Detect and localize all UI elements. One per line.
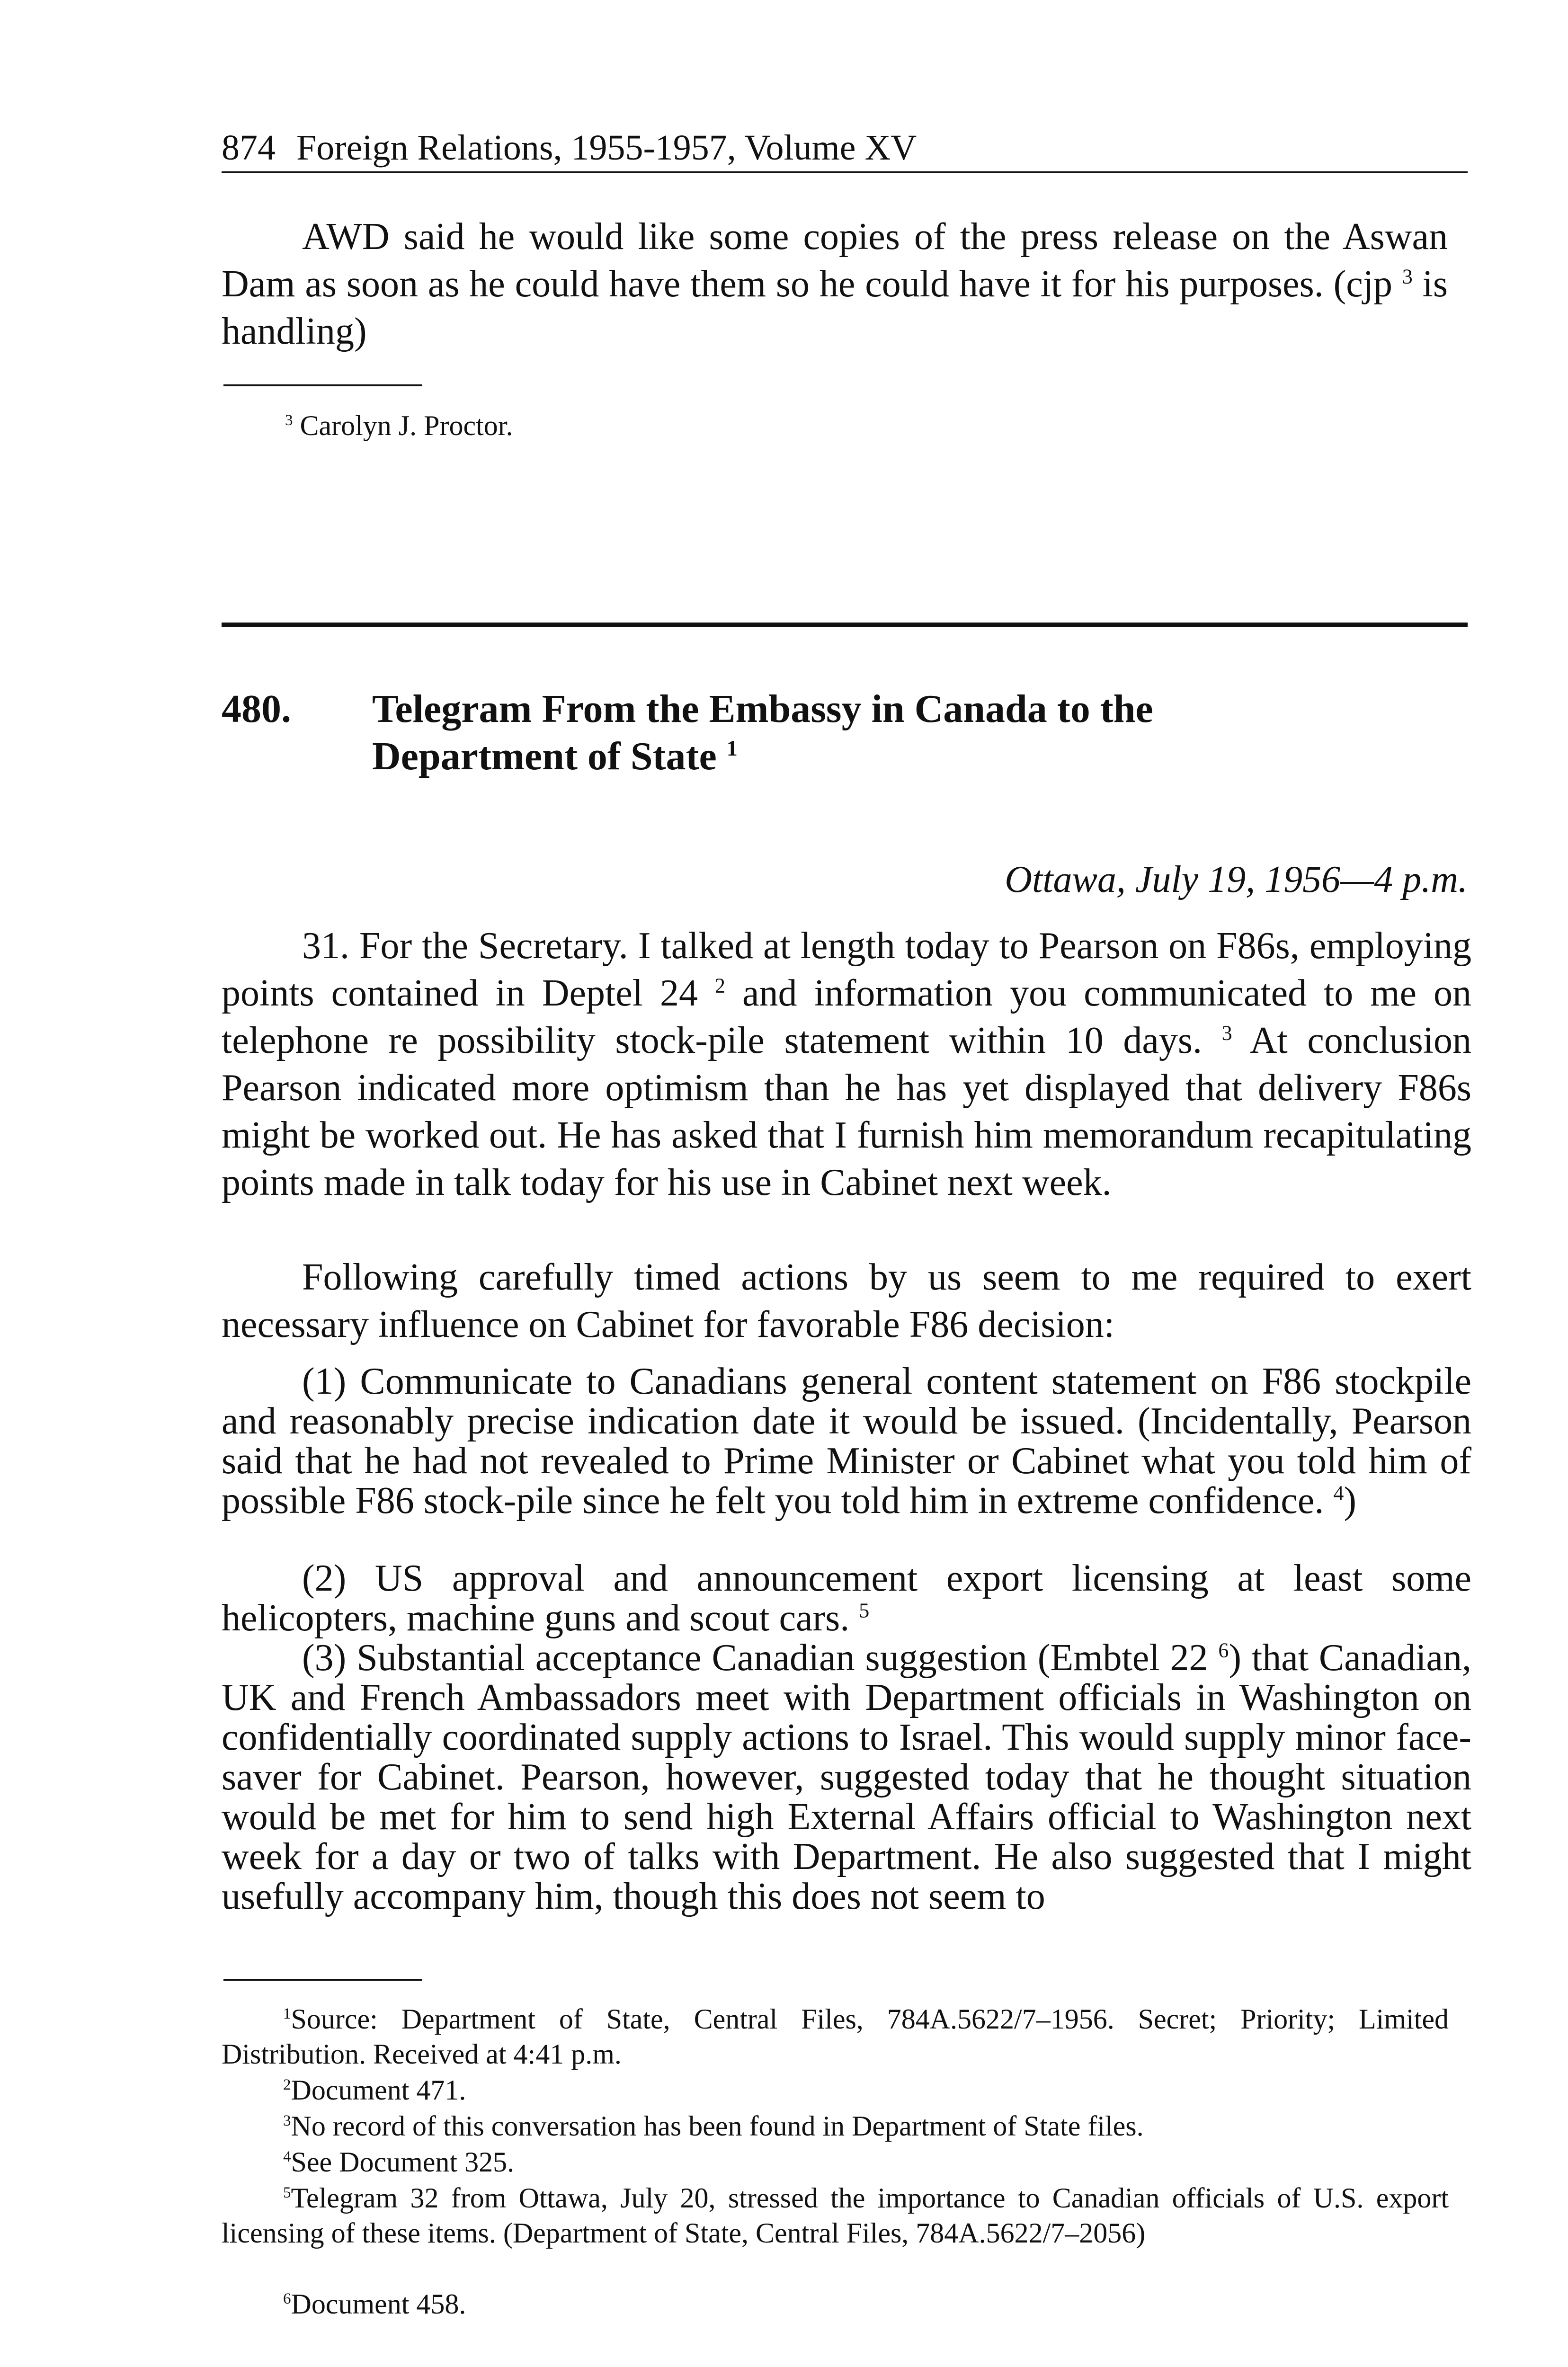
footnote-2: $^2$Document 471.	[283, 2074, 466, 2106]
footnote-4: $^4$See Document 325.	[283, 2146, 515, 2178]
list-item-3: (3) Substantial acceptance Canadian suggestion (Embtel 22 $^6$) that Canadian, UK and French Ambassadors meet with Department officials in Washington on confidentially coordinated supply actions to Israel. This would supply minor face-saver for Cabinet. Pearson, however, suggested today that he thought situation would be met for him to send high External Affairs official to Washington next week for a day or two of talks with Department. He also suggested that I might usefully accompany him, though this does not seem to	[222, 1637, 1472, 1917]
footnote-ref: 3	[1402, 265, 1413, 288]
document-number: 480.	[222, 687, 291, 731]
page-number: 874	[222, 128, 276, 168]
footnote-6: $^6$Document 458.	[283, 2288, 466, 2320]
dateline: Ottawa, July 19, 1956—4 p.m.	[1005, 859, 1468, 900]
document-title: Telegram From the Embassy in Canada to the Department of State $^1$	[372, 687, 1153, 778]
running-title: Foreign Relations, 1955-1957, Volume XV	[296, 128, 917, 168]
continuation-paragraph: AWD said he would like some copies of the press release on the Aswan Dam as soon as he could have them so he could have it for his purposes. (cjp $^3$ is handling)	[222, 216, 1448, 352]
footnote-rule	[223, 1979, 422, 1981]
body-paragraph-2: Following carefully timed actions by us seem to me required to exert necessary influence on Cabinet for favorable F86 decision:	[222, 1256, 1471, 1345]
list-item-2: (2) US approval and announcement export licensing at least some helicopters, machine guns and scout cars. $^5$	[222, 1557, 1471, 1639]
footnote-rule	[223, 384, 422, 386]
list-item-1: (1) Communicate to Canadians general content statement on F86 stockpile and reasonably precise indication date it would be issued. (Incidentally, Pearson said that he had not revealed to Prime Minister or Cabinet what you told him of possible F86 stock-pile since he felt you told him in extreme confidence. $^4$)	[222, 1361, 1471, 1522]
footnote-1: $^1$Source: Department of State, Central Files, 784A.5622/7–1956. Secret; Priority; Limited Distribution. Received at 4:41 p.m.	[222, 2003, 1449, 2070]
footnote-5: $^5$Telegram 32 from Ottawa, July 20, stressed the importance to Canadian officials of U.S. export licensing of these items. (Department of State, Central Files, 784A.5622/7–2056)	[222, 2182, 1449, 2249]
footnote-3: $^3$No record of this conversation has been found in Department of State files.	[283, 2110, 1144, 2142]
section-separator	[222, 623, 1468, 627]
footnote-3-top: $^3$ Carolyn J. Proctor.	[285, 410, 513, 441]
running-head	[222, 124, 1468, 173]
footnote-ref: 1	[726, 736, 738, 760]
body-paragraph-1: 31. For the Secretary. I talked at length today to Pearson on F86s, employing points contained in Deptel 24 $^2$ and information you communicated to me on telephone re possibility stock-pile statement within 10 days. $^3$ At conclusion Pearson indicated more optimism than he has yet displayed that delivery F86s might be worked out. He has asked that I furnish him memorandum recapitulating points made in talk today for his use in Cabinet next week.	[222, 925, 1472, 1203]
